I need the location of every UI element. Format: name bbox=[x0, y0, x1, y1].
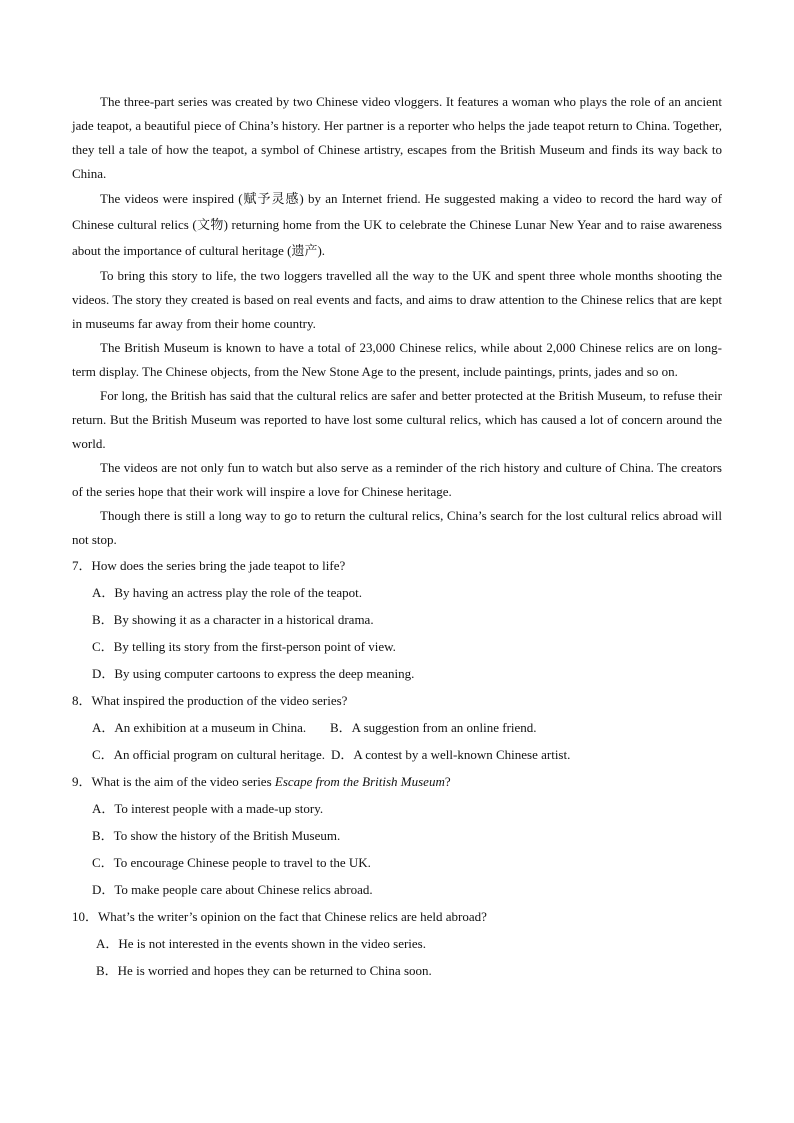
option-d: D．To make people care about Chinese relics abroad. bbox=[92, 882, 373, 897]
question-stem-text: 9．What is the aim of the video series bbox=[72, 774, 275, 789]
option-row bbox=[72, 714, 722, 741]
passage-paragraph: For long, the British has said that the cultural relics are safer and better protected at the British Museum, to refuse their return. But the British Museum was reported to have lost some cultural relics, which has caused a lot of concern around the world. bbox=[72, 388, 722, 451]
option-d: D．By using computer cartoons to express the deep meaning. bbox=[92, 666, 415, 681]
question-stem: 7．How does the series bring the jade teapot to life? bbox=[72, 558, 346, 573]
passage-paragraph: The videos are not only fun to watch but also serve as a reminder of the rich history and culture of China. The creators of the series hope that their work will inspire a love for Chinese heritage. bbox=[72, 460, 722, 499]
passage-paragraph: The three-part series was created by two Chinese video vloggers. It features a woman who plays the role of an ancient jade teapot, a beautiful piece of China’s history. Her partner is a reporter who helps the jade teapot return to China. Together, they tell a tale of how the teapot, a symbol of Chinese artistry, escapes from the British Museum and finds its way back to China. bbox=[72, 94, 722, 181]
option-c: C．By telling its story from the first-person point of view. bbox=[92, 639, 396, 654]
question-mark: ? bbox=[444, 774, 451, 789]
option-a: A．To interest people with a made-up story. bbox=[92, 801, 324, 816]
question-9 bbox=[72, 768, 722, 903]
option-row bbox=[72, 741, 722, 768]
option-b: B．To show the history of the British Museum. bbox=[92, 828, 341, 843]
option-d: D．A contest by a well-known Chinese artist. bbox=[330, 747, 571, 762]
option-a: A．An exhibition at a museum in China. bbox=[92, 720, 307, 735]
option-a: A．He is not interested in the events shown in the video series. bbox=[96, 936, 426, 951]
passage-paragraph: To bring this story to life, the two loggers travelled all the way to the UK and spent three whole months shooting the videos. The story they created is based on real events and facts, and aims to draw attention to the Chinese relics that are kept in museums far away from their home country. bbox=[72, 268, 722, 331]
question-stem: 8．What inspired the production of the video series? bbox=[72, 693, 348, 708]
option-c: C．To encourage Chinese people to travel to the UK. bbox=[92, 855, 371, 870]
series-title: Escape from the British Museum bbox=[274, 774, 445, 789]
question-8 bbox=[72, 687, 722, 768]
question-stem bbox=[72, 768, 722, 795]
option-b: B．By showing it as a character in a historical drama. bbox=[92, 612, 374, 627]
option-b: B．A suggestion from an online friend. bbox=[330, 720, 537, 735]
passage-paragraph: Though there is still a long way to go to return the cultural relics, China’s search for the lost cultural relics abroad will not stop. bbox=[72, 508, 722, 547]
option-a: A．By having an actress play the role of the teapot. bbox=[92, 585, 363, 600]
question-stem: 10．What’s the writer’s opinion on the fact that Chinese relics are held abroad? bbox=[72, 909, 487, 924]
option-b: B．He is worried and hopes they can be returned to China soon. bbox=[96, 963, 432, 978]
document-page bbox=[72, 90, 722, 984]
passage-paragraph: The videos were inspired (赋予灵感) by an Internet friend. He suggested making a video to record the hard way of Chinese cultural relics (文物) returning home from the UK to celebrate the Chinese Lunar New Year and to raise awareness about the importance of cultural heritage (遗产). bbox=[72, 191, 722, 258]
option-c: C．An official program on cultural heritage. bbox=[92, 747, 325, 762]
question-10 bbox=[72, 903, 722, 984]
question-7 bbox=[72, 552, 722, 687]
passage-paragraph: The British Museum is known to have a total of 23,000 Chinese relics, while about 2,000 Chinese relics are on long-term display. The Chinese objects, from the New Stone Age to the present, include paintings, prints, jades and so on. bbox=[72, 340, 722, 379]
passage bbox=[72, 90, 722, 552]
